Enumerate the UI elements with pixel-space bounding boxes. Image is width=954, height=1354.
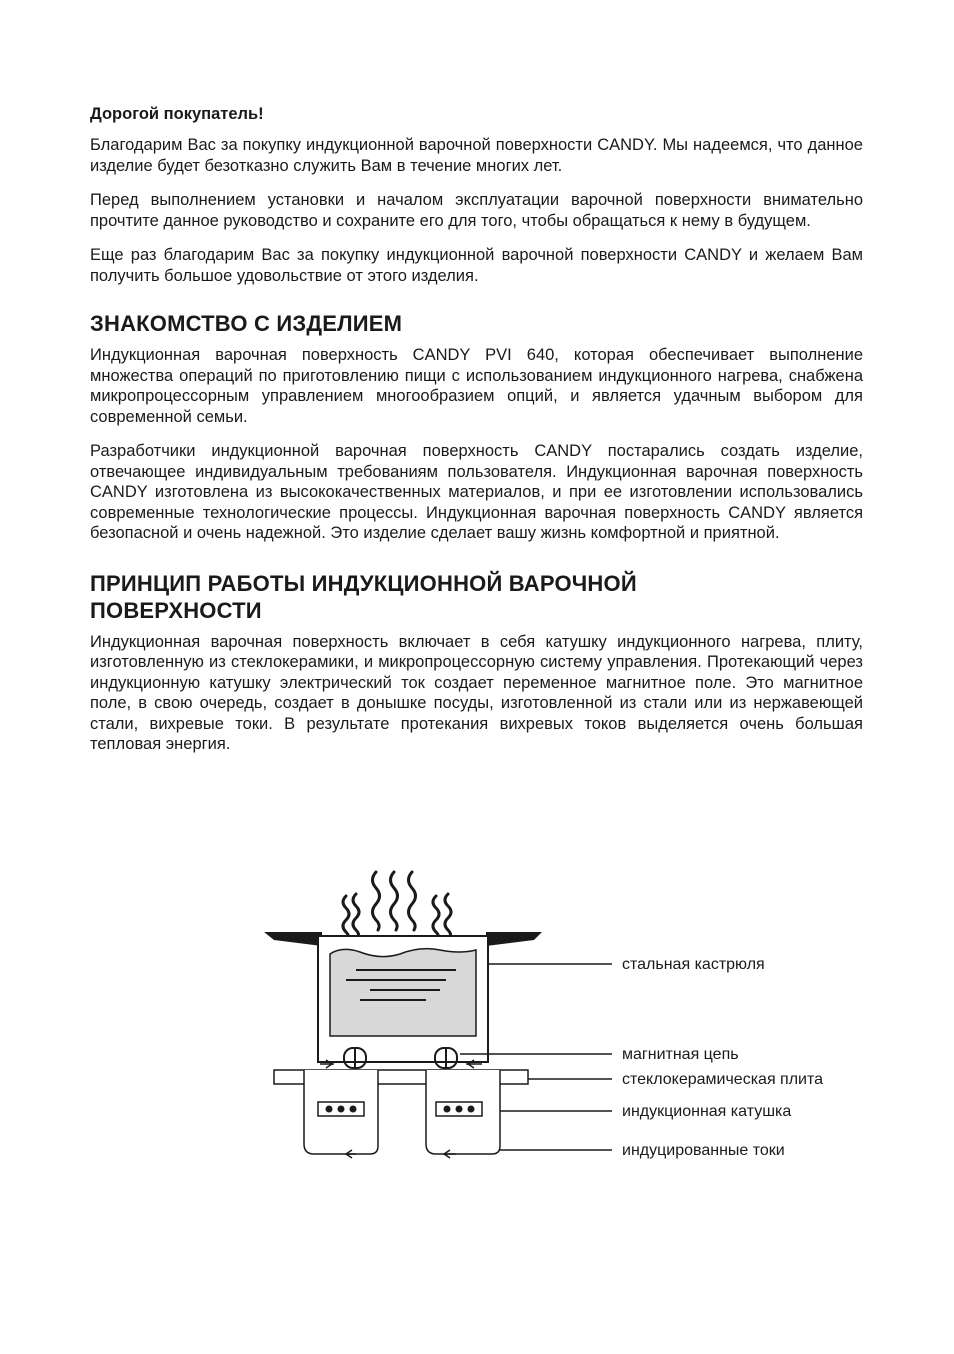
section-title-principle — [90, 570, 863, 624]
label-glass-ceramic: стеклокерамическая плита — [622, 1071, 824, 1088]
label-induction-coil: индукционная катушка — [622, 1103, 792, 1120]
steam-icon — [343, 872, 451, 940]
label-induced-currents: индуцированные токи — [622, 1142, 785, 1159]
section1-paragraph: Разработчики индукционной варочная поверхность CANDY постарались создать изделие, отвечающее индивидуальным требованиям пользователя. Индукционная варочная поверхность CANDY изготовлена из высококачественных материалов, и при ее изготовлении использовались современные технологические процессы. Индукционная варочная поверхность CANDY является безопасной и очень надежной. Это изделие сделает вашу жизнь комфортной и приятной. — [90, 442, 863, 542]
section-title-line2: ПОВЕРХНОСТИ — [90, 597, 262, 623]
intro-paragraph: Перед выполнением установки и началом эксплуатации варочной поверхности внимательно прочтите данное руководство и сохраните его для того, чтобы обращаться к нему в будущем. — [90, 191, 863, 230]
label-magnetic-circuit: магнитная цепь — [622, 1046, 739, 1063]
intro-paragraph: Благодарим Вас за покупку индукционной варочной поверхности CANDY. Мы надеемся, что данное изделие будет безотказно служить Вам в течение многих лет. — [90, 136, 863, 175]
label-steel-pan: стальная кастрюля — [622, 956, 765, 973]
induction-diagram — [260, 866, 880, 1166]
page-content — [90, 104, 863, 769]
section-title-intro: ЗНАКОМСТВО С ИЗДЕЛИЕМ — [90, 311, 403, 336]
section-title-line1: ПРИНЦИП РАБОТЫ ИНДУКЦИОННОЙ ВАРОЧНОЙ — [90, 570, 637, 596]
induction-diagram-svg — [260, 866, 880, 1166]
section1-paragraph: Индукционная варочная поверхность CANDY PVI 640, которая обеспечивает выполнение множества операций по приготовлению пищи с использованием индукционного нагрева, снабжена микропроцессорным управлением многообразием опций, и является удачным выбором для современной семьи. — [90, 346, 863, 426]
induction-coil-right — [426, 1070, 500, 1158]
greeting-heading: Дорогой покупатель! — [90, 105, 264, 123]
food-contents — [330, 949, 476, 1036]
pan-handle-left — [264, 932, 322, 946]
pan-handle-right — [486, 932, 542, 946]
intro-paragraph: Еще раз благодарим Вас за покупку индукционной варочной поверхности CANDY и желаем Вам получить большое удовольствие от этого изделия. — [90, 246, 863, 285]
induction-coil-left — [304, 1070, 378, 1158]
section2-paragraph: Индукционная варочная поверхность включает в себя катушку индукционного нагрева, плиту, изготовленную из стеклокерамики, и микропроцессорную систему управления. Протекающий через индукционную катушку электрический ток создает переменное магнитное поле. Это магнитное поле, в свою очередь, создает в донышке посуды, изготовленной из стали или из нержавеющей стали, вихревые токи. В результате протекания вихревых токов выделяется очень большая тепловая энергия. — [90, 632, 863, 753]
